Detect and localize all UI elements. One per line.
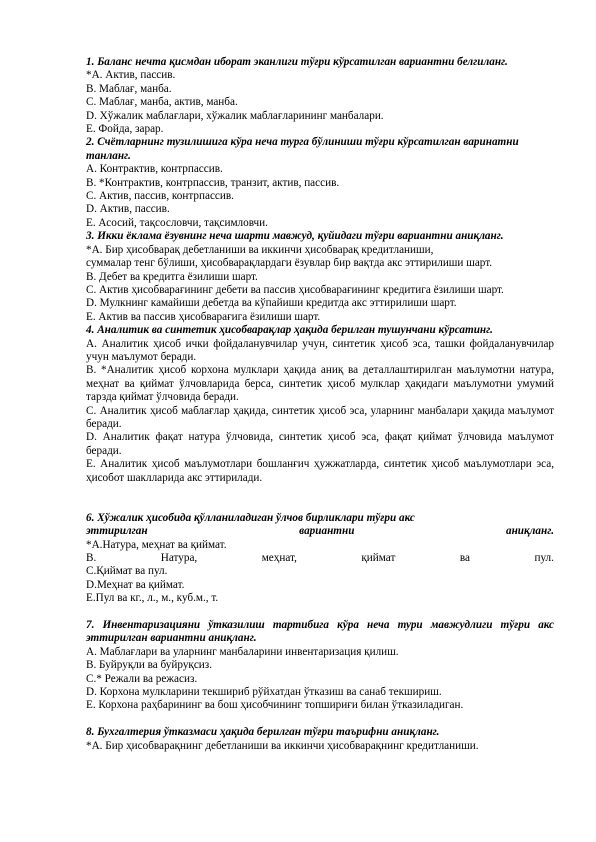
option: *А. Бир ҳисобварақнинг дебетланиши ва иккинчи ҳисобварақнинг кредитланиши. bbox=[86, 739, 479, 752]
option: D.Меҳнат ва қиймат. bbox=[86, 578, 185, 591]
option: A. Маблағлари ва уларнинг манбаларини инвентаризация қилиш. bbox=[86, 645, 399, 658]
title-word: аниқланг. bbox=[505, 525, 554, 538]
option: C. Актив, пассив, контрпассив. bbox=[86, 190, 234, 203]
option: E. Фойда, зарар. bbox=[86, 123, 164, 136]
spacer bbox=[86, 485, 554, 498]
option: E.Пул ва кг., л., м., куб.м., т. bbox=[86, 592, 219, 605]
spacer bbox=[86, 498, 554, 511]
option-word: меҳнат, bbox=[261, 552, 297, 564]
option: суммалар тенг бўлиши, ҳисобварақлардаги ёзувлар бир вақтда акс эттирилиши шарт. bbox=[86, 257, 493, 270]
question-8-title: 8. Бухгалтерия ўтказмаси ҳақида берилган тўғри таърифни аниқланг. bbox=[86, 726, 440, 739]
option: C.* Режали ва режасиз. bbox=[86, 672, 198, 685]
option: B. Маблағ, манба. bbox=[86, 82, 172, 95]
option: B. Буйруқли ва буйруқсиз. bbox=[86, 659, 213, 672]
option-word: B. bbox=[86, 552, 97, 564]
title-word: эттирилган bbox=[86, 525, 148, 538]
option: E. Актив ва пассив ҳисобварағига ёзилиши шарт. bbox=[86, 310, 321, 323]
option: E. Аналитик ҳисоб маълумотлари бошланғич ҳужжатларда, синтетик ҳисоб маълумотлари эса, ҳисобот шаклларида акс эттирилади. bbox=[86, 458, 554, 484]
option: E. Асосий, тақсословчи, тақсимловчи. bbox=[86, 216, 268, 229]
spacer bbox=[86, 606, 554, 619]
question-6-title-line2 bbox=[86, 525, 554, 538]
question-7-title: 7. Инвентаризацияни ўтказилиш тартибига кўра неча тури мавжудлиги тўғри акс эттирилган вариантни аниқланг. bbox=[86, 619, 554, 645]
option: D. Мулкнинг камайиши дебетда ва кўпайиши кредитда акс эттирилиши шарт. bbox=[86, 297, 457, 310]
option-word: Натура, bbox=[160, 552, 198, 564]
question-1-title: 1. Баланс нечта қисмдан иборат эканлиги тўғри кўрсатилган вариантни белгиланг. bbox=[86, 56, 508, 68]
option: C. Аналитик ҳисоб маблағлар ҳақида, синтетик ҳисоб эса, уларнинг манбалари ҳақида маълумот беради. bbox=[86, 404, 554, 430]
option: C. Маблағ, манба, актив, манба. bbox=[86, 96, 238, 109]
option: B. *Контрактив, контрпассив, транзит, актив, пассив. bbox=[86, 176, 340, 189]
option: D. Актив, пассив. bbox=[86, 203, 170, 216]
option: A. Контрактив, контрпассив. bbox=[86, 163, 223, 176]
question-3-title: 3. Икки ёклама ёзувнинг неча шарти мавжуд, қуйидаги тўғри вариантни аниқланг. bbox=[86, 230, 504, 243]
option: E. Корхона раҳбарининг ва бош ҳисобчининг топшириғи билан ўтказиладиган. bbox=[86, 699, 464, 712]
document-page bbox=[86, 56, 554, 753]
spacer bbox=[86, 713, 554, 726]
question-6-title: 6. Хўжалик ҳисобида қўлланиладиган ўлчов бирликлари тўғри акс bbox=[86, 511, 415, 524]
option-spread bbox=[86, 552, 554, 565]
option: B. *Аналитик ҳисоб корхона мулклари ҳақида аниқ ва деталлаштирилган маълумотни натура, меҳнат ва қиймат ўлчовларида берса, синтетик ҳисоб мулклар ҳақидаги маълумотни умумий тарзда қиймат ўлчовида беради. bbox=[86, 364, 554, 404]
option: *А. Актив, пассив. bbox=[86, 69, 176, 82]
option: D. Корхона мулкларини текшириб рўйхатдан ўтказиш ва санаб текшириш. bbox=[86, 686, 442, 699]
option: *А.Натура, меҳнат ва қиймат. bbox=[86, 538, 227, 551]
option: D. Аналитик фақат натура ўлчовида, синтетик ҳисоб эса, фақат қиймат ўлчовида маълумот беради. bbox=[86, 431, 554, 457]
option: D. Хўжалик маблағлари, хўжалик маблағларининг манбалари. bbox=[86, 109, 384, 122]
option: C. Актив ҳисобварағининг дебети ва пассив ҳисобварағининг кредитига ёзилиши шарт. bbox=[86, 283, 504, 296]
question-4-title: 4. Аналитик ва синтетик ҳисобварақлар ҳақида берилган тушунчани кўрсатинг. bbox=[86, 324, 493, 337]
option-word: қиймат bbox=[361, 552, 396, 564]
question-2-title: 2. Счётларнинг тузилишига кўра неча турга бўлиниши тўғри кўрсатилган варинатни танланг. bbox=[86, 136, 519, 162]
option-word: пул. bbox=[534, 552, 554, 564]
title-word: вариантни bbox=[299, 525, 355, 538]
option: *А. Бир ҳисобварақ дебетланиши ва иккинчи ҳисобварақ кредитланиши, bbox=[86, 243, 434, 256]
option: A. Аналитик ҳисоб ички фойдаланувчилар учун, синтетик ҳисоб эса, ташки фойдаланувчилар учун маълумот беради. bbox=[86, 337, 554, 363]
option: B. Дебет ва кредитга ёзилиши шарт. bbox=[86, 270, 258, 283]
option: C.Қиймат ва пул. bbox=[86, 565, 168, 578]
option-word: ва bbox=[459, 552, 470, 564]
